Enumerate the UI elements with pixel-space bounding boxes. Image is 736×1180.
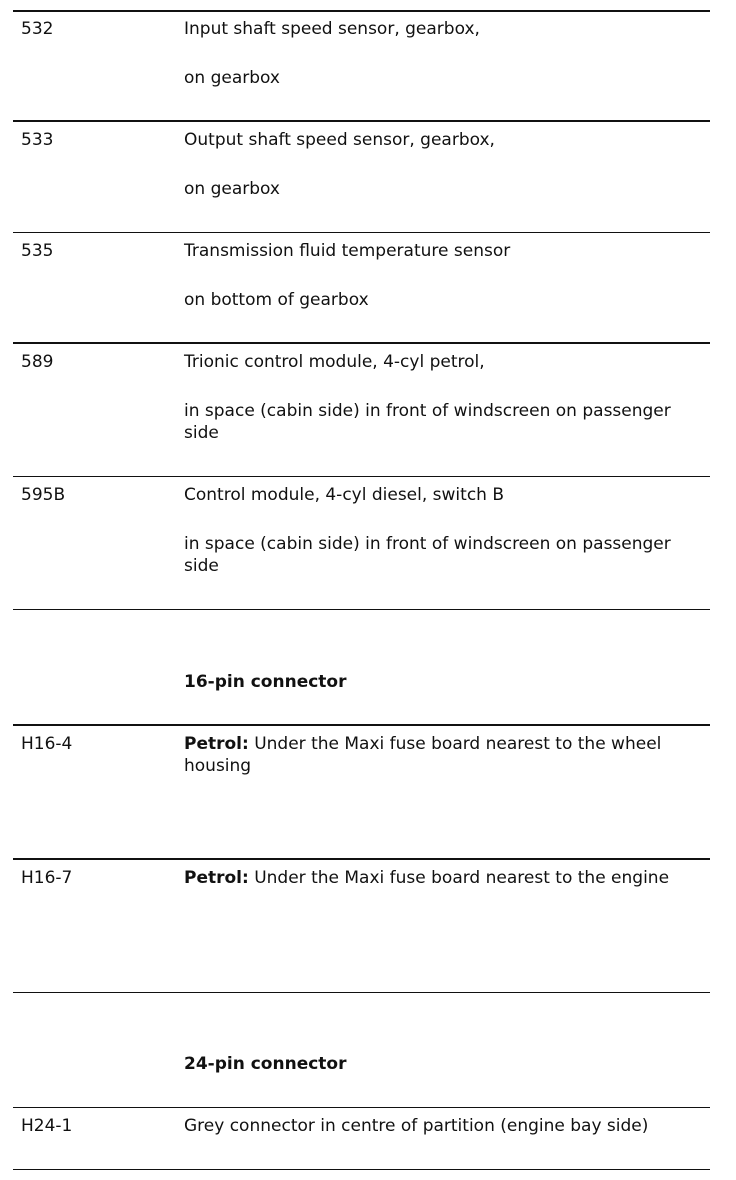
description-text: Transmission fluid temperature sensor (184, 241, 511, 261)
component-code: 532 (21, 19, 54, 39)
row-divider (13, 342, 710, 344)
location-text: Grey connector in centre of partition (engine bay side) (184, 1116, 649, 1136)
connector-description (184, 733, 710, 777)
row-divider (13, 10, 710, 12)
connector-code: H16-7 (21, 868, 73, 888)
row-divider (13, 1107, 710, 1108)
row-divider (13, 724, 710, 726)
row-divider (13, 992, 710, 993)
location-text: in space (cabin side) in front of windscreen on passenger side (184, 401, 671, 443)
row-divider (13, 1169, 710, 1170)
description-text: Output shaft speed sensor, gearbox, (184, 130, 495, 150)
component-description (184, 484, 710, 577)
location-text: Under the Maxi fuse board nearest to the wheel housing (184, 734, 662, 776)
location-text: on gearbox (184, 68, 280, 88)
row-divider (13, 609, 710, 610)
section-heading: 24-pin connector (184, 1054, 347, 1074)
row-divider (13, 120, 710, 122)
component-code: 595B (21, 485, 66, 505)
component-code: 535 (21, 241, 54, 261)
section-heading: 16-pin connector (184, 672, 347, 692)
connector-description (184, 867, 710, 889)
component-description (184, 18, 710, 89)
connector-description (184, 1115, 710, 1137)
location-text: in space (cabin side) in front of windscreen on passenger side (184, 534, 671, 576)
fuel-type-label: Petrol: (184, 868, 249, 888)
component-code: 589 (21, 352, 54, 372)
description-text: Trionic control module, 4-cyl petrol, (184, 352, 485, 372)
connector-code: H24-1 (21, 1116, 73, 1136)
description-text: Input shaft speed sensor, gearbox, (184, 19, 480, 39)
component-description (184, 129, 710, 200)
connector-code: H16-4 (21, 734, 73, 754)
fuel-type-label: Petrol: (184, 734, 249, 754)
component-code: 533 (21, 130, 54, 150)
row-divider (13, 476, 710, 477)
row-divider (13, 232, 710, 233)
location-text: on gearbox (184, 179, 280, 199)
row-divider (13, 858, 710, 860)
component-description (184, 351, 710, 444)
component-description (184, 240, 710, 311)
location-text: Under the Maxi fuse board nearest to the engine (254, 868, 670, 888)
location-text: on bottom of gearbox (184, 290, 369, 310)
description-text: Control module, 4-cyl diesel, switch B (184, 485, 505, 505)
